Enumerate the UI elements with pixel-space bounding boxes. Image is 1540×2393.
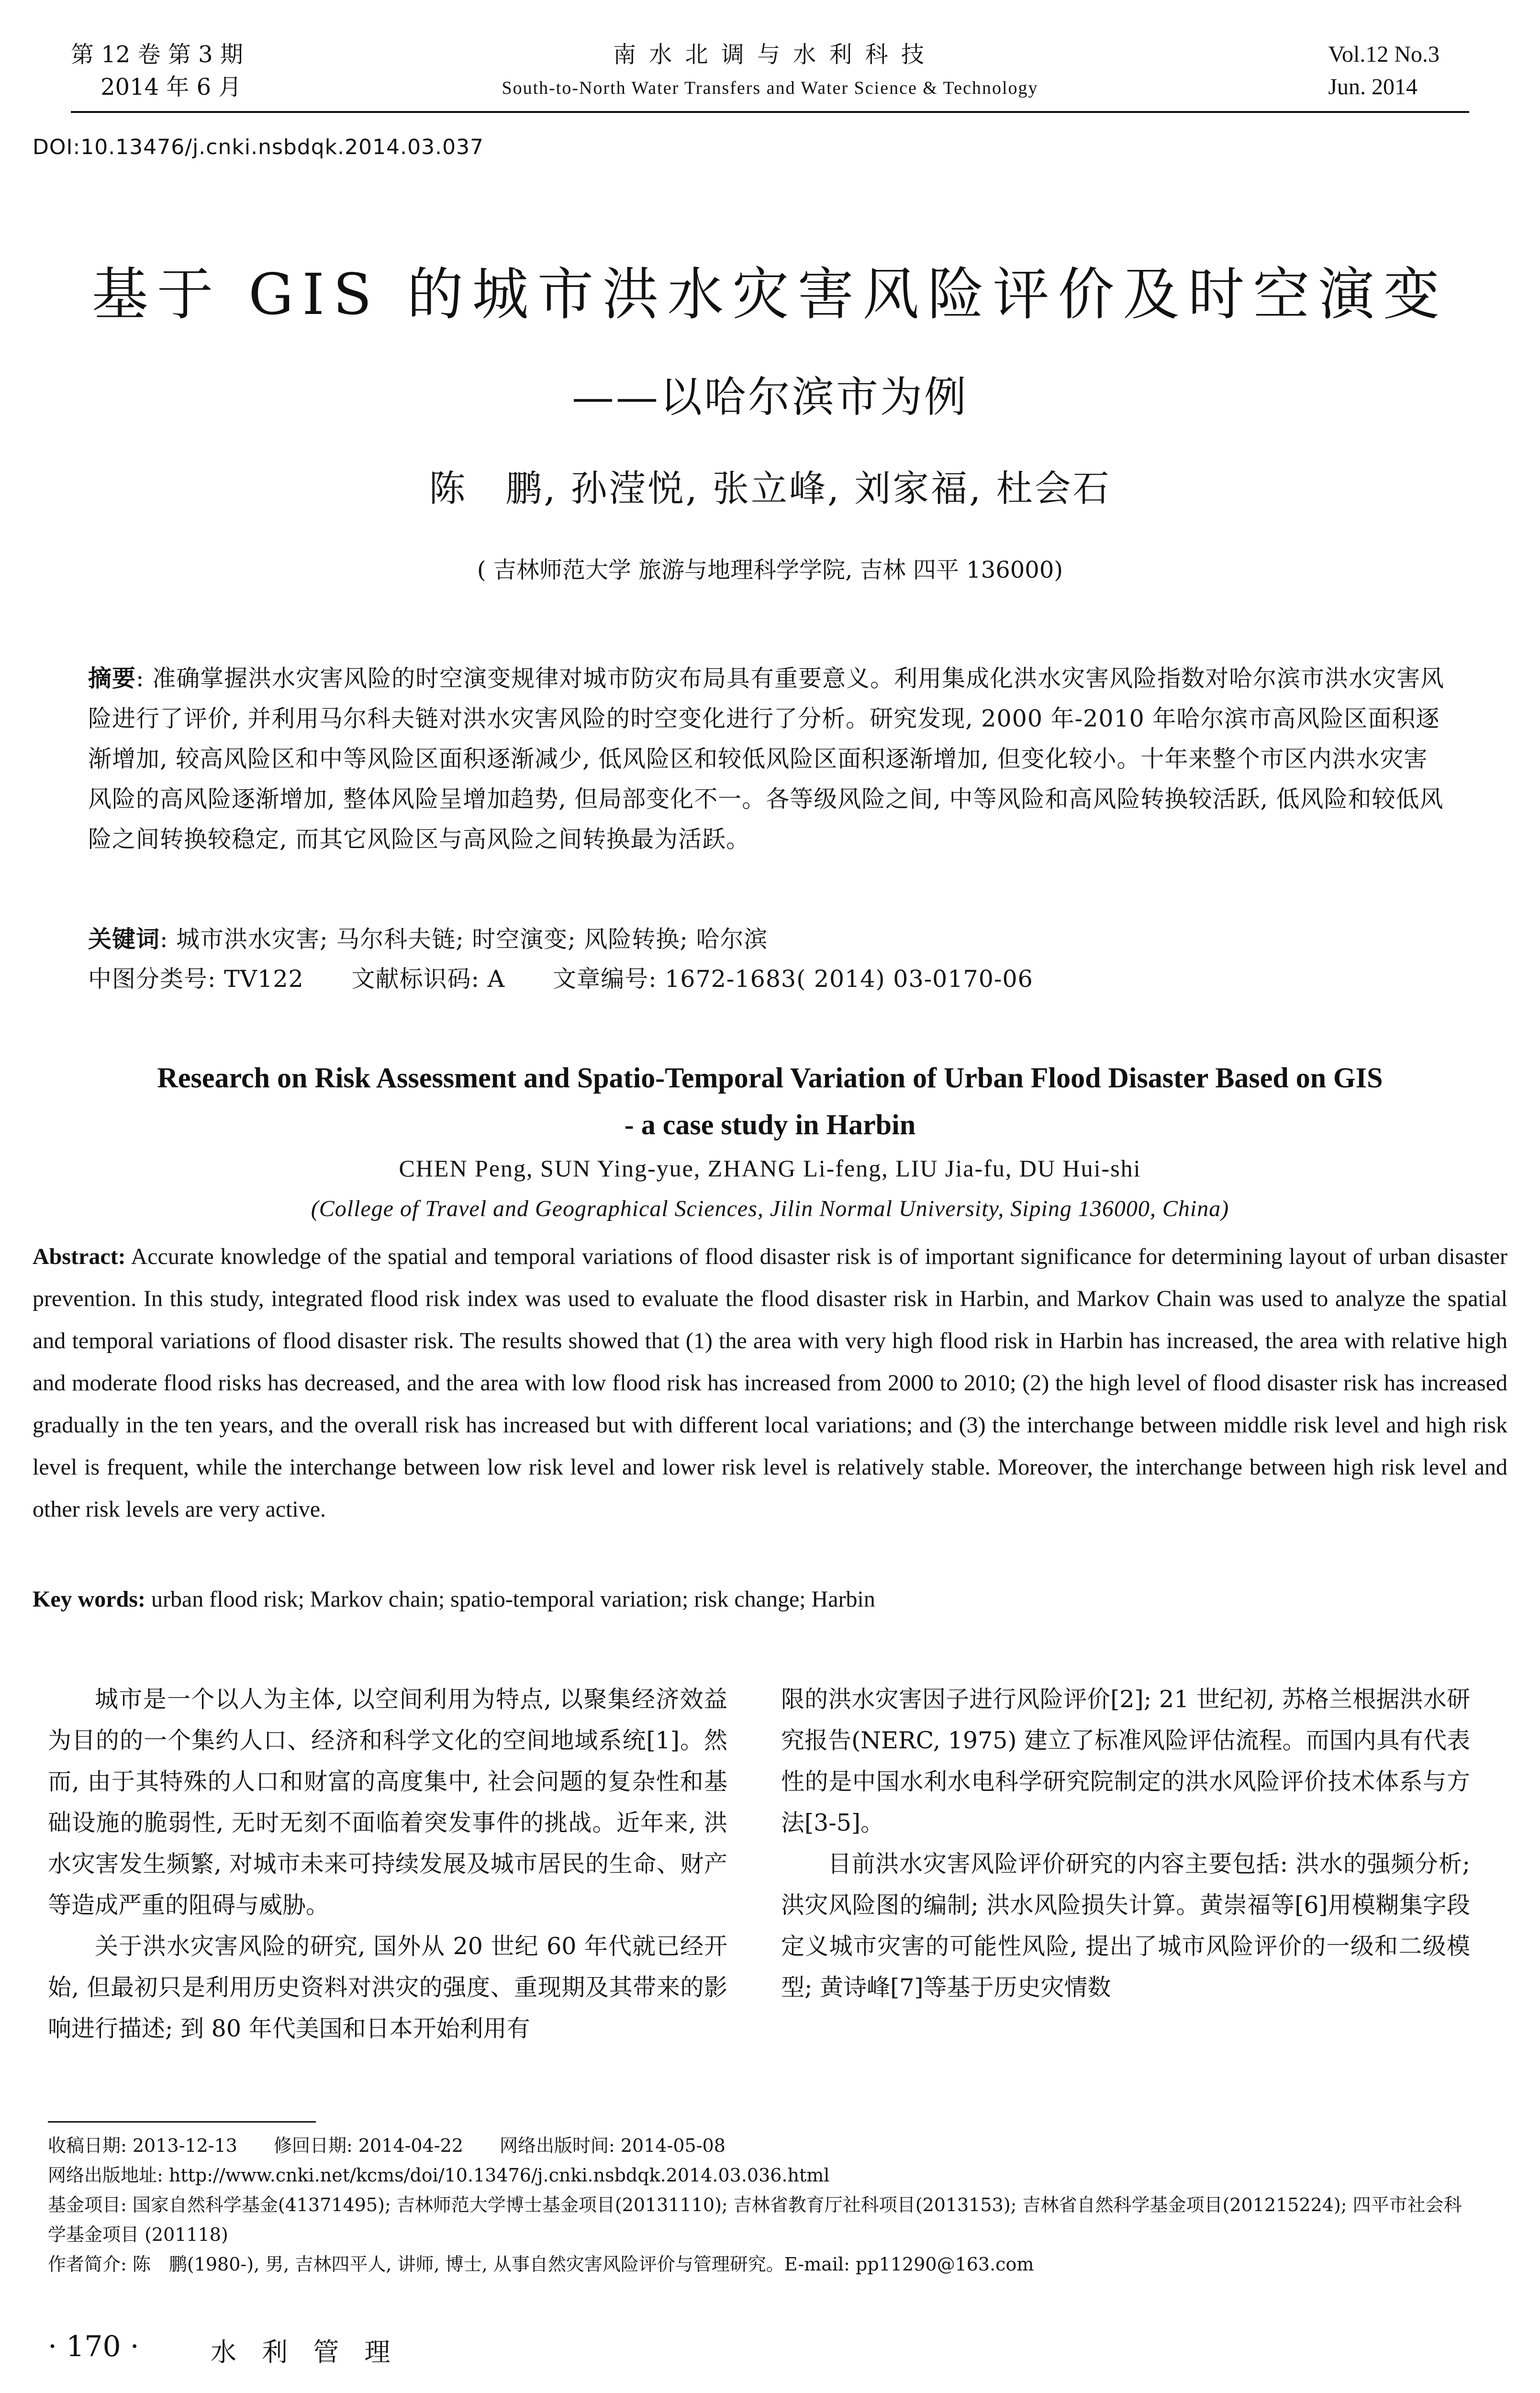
date-en: Jun. 2014 — [1328, 74, 1417, 100]
body-paragraph: 目前洪水灾害风险评价研究的内容主要包括: 洪水的强频分析; 洪灾风险图的编制; 洪水风险损失计算。黄崇福等[6]用模糊集字段定义城市灾害的可能性风险, 提出了城市风险评价的一级和二级模型; 黄诗峰[7]等基于历史灾情数 — [781, 1850, 1470, 2001]
body-paragraph: 关于洪水灾害风险的研究, 国外从 20 世纪 60 年代就已经开始, 但最初只是利用历史资料对洪灾的强度、重现期及其带来的影响进行描述; 到 80 年代美国和日本开始利用有 — [48, 1933, 727, 2042]
body-paragraph: 限的洪水灾害因子进行风险评价[2]; 21 世纪初, 苏格兰根据洪水研究报告(NERC, 1975) 建立了标准风险评估流程。而国内具有代表性的是中国水利水电科学研究院制定的洪水风险评价技术体系与方法[3-5]。 — [781, 1686, 1470, 1836]
keywords-cn: 关键词: 城市洪水灾害; 马尔科夫链; 时空演变; 风险转换; 哈尔滨 — [88, 925, 768, 953]
volume-issue-en: Vol.12 No.3 — [1328, 42, 1440, 67]
keywords-cn-text: 城市洪水灾害; 马尔科夫链; 时空演变; 风险转换; 哈尔滨 — [176, 926, 768, 953]
keywords-en-text: urban flood risk; Markov chain; spatio-temporal variation; risk change; Harbin — [151, 1587, 875, 1612]
date-cn: 2014 年 6 月 — [100, 74, 242, 101]
keywords-en-label: Key words: — [33, 1587, 145, 1612]
footnotes — [48, 2131, 1474, 2279]
footnote-funding: 基金项目: 国家自然科学基金(41371495); 吉林师范大学博士基金项目(20131110); 吉林省教育厅社科项目(2013153); 吉林省自然科学基金项目(201215224); 四平市社会科学基金项目 (201118) — [48, 2194, 1462, 2245]
abstract-cn-text: 准确掌握洪水灾害风险的时空演变规律对城市防灾布局具有重要意义。利用集成化洪水灾害风险指数对哈尔滨市洪水灾害风险进行了评价, 并利用马尔科夫链对洪水灾害风险的时空变化进行了分析。研究发现, 2000 年-2010 年哈尔滨市高风险区面积逐渐增加, 较高风险区和中等风险区面积逐渐减少, 低风险区和较低风险区面积逐渐增加, 但变化较小。十年来整个市区内洪水灾害风险的高风险逐渐增加, 整体风险呈增加趋势, 但局部变化不一。各等级风险之间, 中等风险和高风险转换较活跃, 低风险和较低风险之间转换较稳定, 而其它风险区与高风险之间转换最为活跃。 — [88, 665, 1445, 853]
body-column-right — [781, 1679, 1470, 2008]
authors-en: CHEN Peng, SUN Ying-yue, ZHANG Li-feng, LIU Jia-fu, DU Hui-shi — [399, 1155, 1141, 1182]
affiliation-en: (College of Travel and Geographical Sciences, Jilin Normal University, Siping 136000, China) — [311, 1196, 1229, 1221]
abstract-cn: 摘要: 准确掌握洪水灾害风险的时空演变规律对城市防灾布局具有重要意义。利用集成化洪水灾害风险指数对哈尔滨市洪水灾害风险进行了评价, 并利用马尔科夫链对洪水灾害风险的时空变化进行了分析。研究发现, 2000 年-2010 年哈尔滨市高风险区面积逐渐增加, 较高风险区和中等风险区面积逐渐减少, 低风险区和较低风险区面积逐渐增加, 但变化较小。十年来整个市区内洪水灾害风险的高风险逐渐增加, 整体风险呈增加趋势, 但局部变化不一。各等级风险之间, 中等风险和高风险转换较活跃, 低风险和较低风险之间转换较稳定, 而其它风险区与高风险之间转换最为活跃。 — [88, 664, 1445, 853]
keywords-en — [33, 1578, 1507, 1621]
title-cn: 基于 GIS 的城市洪水灾害风险评价及时空演变 — [91, 261, 1449, 327]
footnote-dates: 收稿日期: 2013-12-13 修回日期: 2014-04-22 网络出版时间: 2014-05-08 — [48, 2135, 725, 2156]
title-en-line1: Research on Risk Assessment and Spatio-Temporal Variation of Urban Flood Disaster Based on GIS — [157, 1062, 1383, 1094]
journal-title-cn: 南 水 北 调 与 水 利 科 技 — [613, 41, 927, 68]
volume-issue-cn: 第 12 卷 第 3 期 — [71, 41, 243, 68]
body-paragraph: 城市是一个以人为主体, 以空间利用为特点, 以聚集经济效益为目的的一个集约人口、经济和科学文化的空间地域系统[1]。然而, 由于其特殊的人口和财富的高度集中, 社会问题的复杂性和基础设施的脆弱性, 无时无刻不面临着突发事件的挑战。近年来, 洪水灾害发生频繁, 对城市未来可持续发展及城市居民的生命、财产等造成严重的阻碍与威胁。 — [48, 1686, 727, 1919]
footnote-rule — [48, 2121, 316, 2123]
keywords-cn-label: 关键词 — [88, 925, 160, 953]
body-column-left — [48, 1679, 727, 2049]
abstract-en — [33, 1236, 1507, 1531]
authors-cn: 陈 鹏, 孙滢悦, 张立峰, 刘家福, 杜会石 — [429, 467, 1111, 510]
title-en-line2: - a case study in Harbin — [624, 1109, 916, 1141]
header-rule — [71, 111, 1469, 113]
affiliation-cn: ( 吉林师范大学 旅游与地理科学学院, 吉林 四平 136000) — [477, 557, 1063, 583]
abstract-cn-label: 摘要 — [88, 664, 136, 692]
doi: DOI:10.13476/j.cnki.nsbdqk.2014.03.037 — [33, 135, 484, 159]
classification-meta: 中图分类号: TV122 文献标识码: A 文章编号: 1672-1683( 2014) 03-0170-06 — [88, 965, 1033, 993]
abstract-en-label: Abstract: — [33, 1244, 126, 1269]
footnote-author-bio: 作者简介: 陈 鹏(1980-), 男, 吉林四平人, 讲师, 博士, 从事自然灾害风险评价与管理研究。E-mail: pp11290@163.com — [48, 2254, 1034, 2275]
abstract-en-text: Accurate knowledge of the spatial and temporal variations of flood disaster risk is of important significance for determining layout of urban disaster prevention. In this study, integrated flood risk index was used to evaluate the flood disaster risk in Harbin, and Markov Chain was used to analyze the spatial and temporal variations of flood disaster risk. The results showed that (1) the area with very high flood risk in Harbin has increased, the area with relative high and moderate flood risks has decreased, and the area with low flood risk has increased from 2000 to 2010; (2) the high level of flood disaster risk has increased gradually in the ten years, and the overall risk has increased but with different local variations; and (3) the interchange between middle risk level and high risk level is frequent, while the interchange between low risk level and lower risk level is relatively stable. Moreover, the interchange between high risk level and other risk levels are very active. — [33, 1244, 1507, 1522]
footnote-url: 网络出版地址: http://www.cnki.net/kcms/doi/10.13476/j.cnki.nsbdqk.2014.03.036.html — [48, 2165, 830, 2186]
page-number: · 170 · — [48, 2330, 139, 2363]
section-name: 水 利 管 理 — [211, 2337, 399, 2367]
journal-title-en: South-to-North Water Transfers and Water Science & Technology — [502, 78, 1038, 98]
subtitle-cn: ——以哈尔滨市为例 — [571, 372, 968, 422]
